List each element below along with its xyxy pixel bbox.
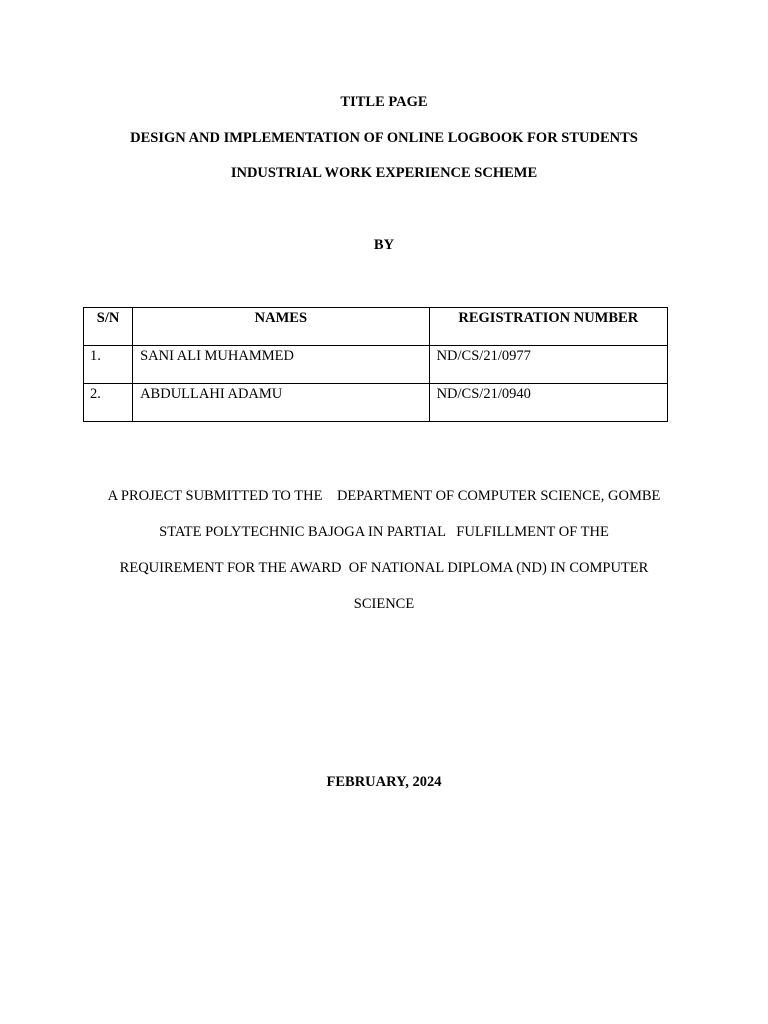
table-header-row xyxy=(84,308,668,346)
submission-line-1: A PROJECT SUBMITTED TO THE DEPARTMENT OF COMPUTER SCIENCE, GOMBE xyxy=(107,488,661,504)
table-row xyxy=(84,384,668,422)
project-title-line-1: DESIGN AND IMPLEMENTATION OF ONLINE LOGBOOK FOR STUDENTS xyxy=(130,130,638,146)
project-title-line-2: INDUSTRIAL WORK EXPERIENCE SCHEME xyxy=(230,165,538,181)
submission-line-2: STATE POLYTECHNIC BAJOGA IN PARTIAL FULFILLMENT OF THE xyxy=(159,524,609,540)
header-sn: S/N xyxy=(84,308,133,346)
students-table xyxy=(83,307,668,422)
row-registration-number: ND/CS/21/0977 xyxy=(429,346,667,384)
header-names: NAMES xyxy=(133,308,430,346)
header-registration-number: REGISTRATION NUMBER xyxy=(429,308,667,346)
table-row xyxy=(84,346,668,384)
row-sn: 1. xyxy=(84,346,133,384)
submission-line-4: SCIENCE xyxy=(353,596,415,612)
title-page-heading: TITLE PAGE xyxy=(340,94,428,110)
submission-date: FEBRUARY, 2024 xyxy=(326,774,442,790)
row-registration-number: ND/CS/21/0940 xyxy=(429,384,667,422)
by-label: BY xyxy=(373,237,395,253)
row-name: SANI ALI MUHAMMED xyxy=(133,346,430,384)
row-sn: 2. xyxy=(84,384,133,422)
submission-line-3: REQUIREMENT FOR THE AWARD OF NATIONAL DIPLOMA (ND) IN COMPUTER xyxy=(119,560,649,576)
row-name: ABDULLAHI ADAMU xyxy=(133,384,430,422)
